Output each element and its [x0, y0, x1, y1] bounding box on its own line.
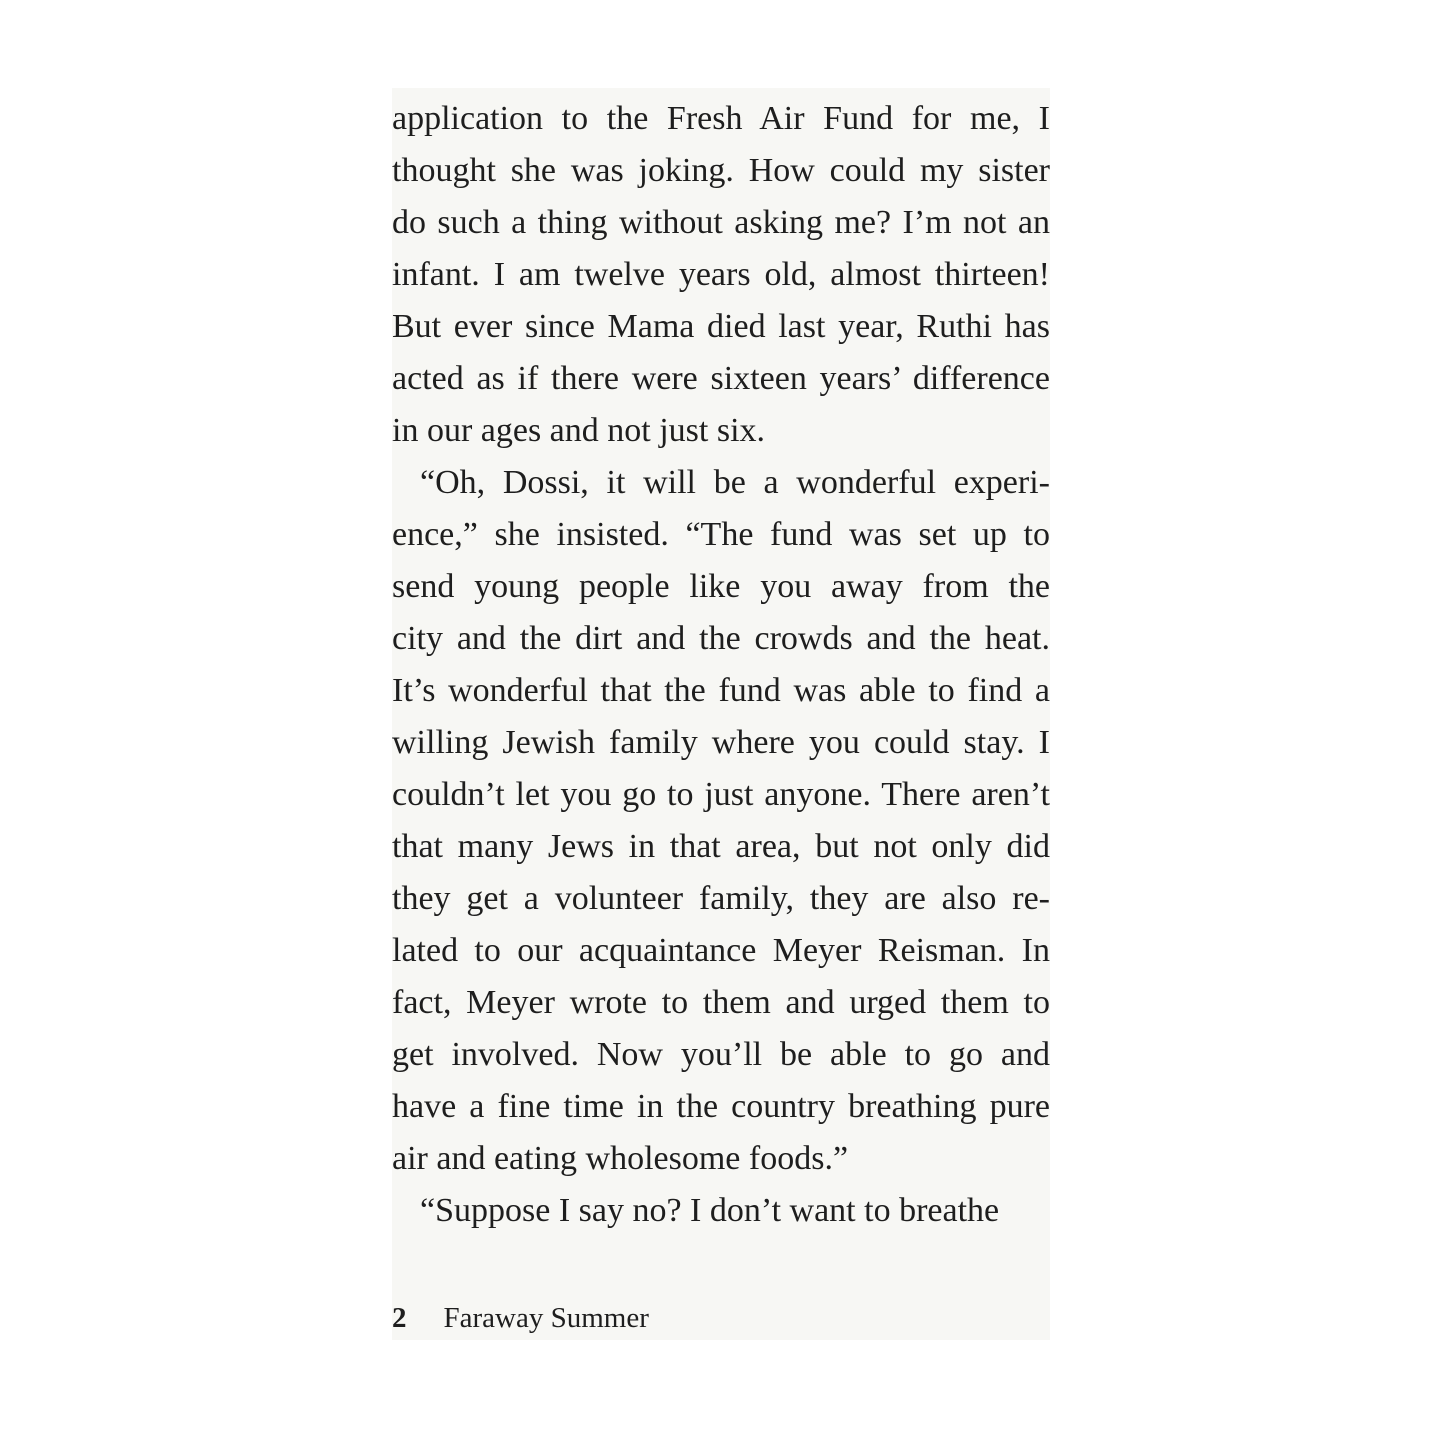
page-footer — [392, 1301, 1050, 1335]
text-line: thought she was joking. How could my sister — [392, 152, 1050, 189]
text-line: But ever since Mama died last year, Ruthi has — [392, 308, 1050, 345]
text-line: get involved. Now you’ll be able to go and — [392, 1036, 1050, 1073]
text-line: “Suppose I say no? I don’t want to breathe — [420, 1192, 1000, 1229]
text-line: It’s wonderful that the fund was able to find a — [392, 672, 1050, 709]
text-line: city and the dirt and the crowds and the heat. — [392, 620, 1050, 657]
text-line: in our ages and not just six. — [392, 412, 766, 449]
text-line: acted as if there were sixteen years’ difference — [392, 360, 1050, 397]
page-text-block — [392, 93, 1050, 1237]
text-line: willing Jewish family where you could stay. I — [392, 724, 1050, 761]
text-line: that many Jews in that area, but not only did — [392, 828, 1050, 865]
text-line: application to the Fresh Air Fund for me, I — [392, 100, 1050, 137]
text-line: infant. I am twelve years old, almost thirteen! — [392, 256, 1050, 293]
text-line: air and eating wholesome foods.” — [392, 1140, 849, 1177]
text-line: “Oh, Dossi, it will be a wonderful experi- — [420, 464, 1050, 501]
text-line: they get a volunteer family, they are also re- — [392, 880, 1050, 917]
text-line: lated to our acquaintance Meyer Reisman. In — [392, 932, 1050, 969]
text-line: fact, Meyer wrote to them and urged them to — [392, 984, 1050, 1021]
text-line: have a fine time in the country breathing pure — [392, 1088, 1050, 1125]
running-title: Faraway Summer — [443, 1302, 649, 1334]
text-line: do such a thing without asking me? I’m not an — [392, 204, 1050, 241]
text-line: couldn’t let you go to just anyone. There aren’t — [392, 776, 1050, 813]
text-line: send young people like you away from the — [392, 568, 1050, 605]
page-number: 2 — [392, 1302, 407, 1334]
text-line: ence,” she insisted. “The fund was set up to — [392, 516, 1050, 553]
